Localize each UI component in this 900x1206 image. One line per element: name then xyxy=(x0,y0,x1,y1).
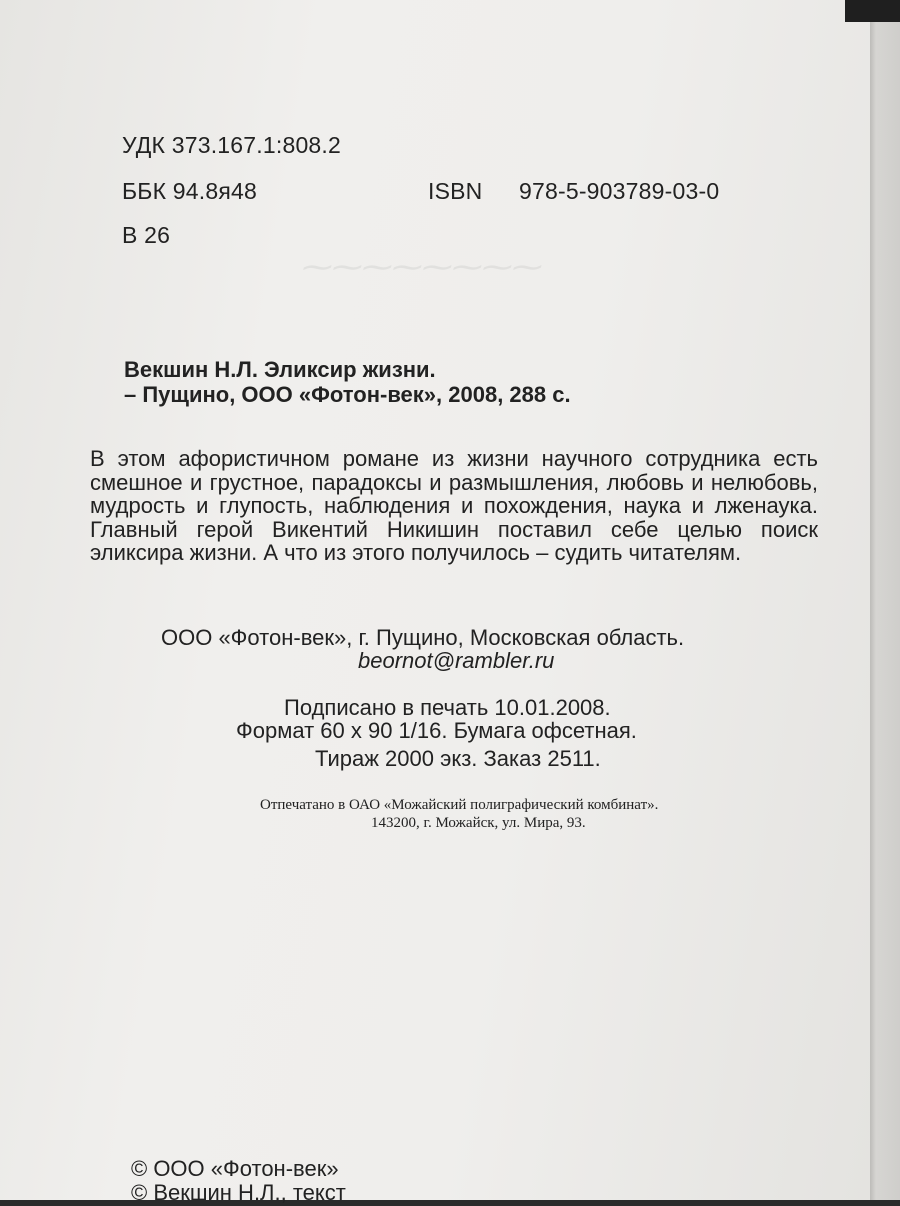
printer-address: 143200, г. Можайск, ул. Мира, 93. xyxy=(371,815,586,831)
publisher-email: beornot@rambler.ru xyxy=(358,648,555,673)
print-run: Тираж 2000 экз. Заказ 2511. xyxy=(315,746,601,771)
isbn-label: ISBN xyxy=(428,178,483,204)
print-signed-date: Подписано в печать 10.01.2008. xyxy=(284,695,611,720)
background-corner xyxy=(845,0,900,22)
udk-code: УДК 373.167.1:808.2 xyxy=(122,132,342,158)
print-format: Формат 60 х 90 1/16. Бумага офсетная. xyxy=(236,718,637,743)
bibliographic-title: Векшин Н.Л. Эликсир жизни. xyxy=(124,357,436,382)
isbn-value: 978-5-903789-03-0 xyxy=(519,178,720,204)
author-mark: В 26 xyxy=(122,222,171,248)
printer-name: Отпечатано в ОАО «Можайский полиграфический комбинат». xyxy=(260,797,659,813)
copyright-publisher: © ООО «Фотон-век» xyxy=(131,1156,339,1181)
page-edge xyxy=(870,0,900,1200)
abstract-paragraph: В этом афористичном романе из жизни научного сотрудника есть смешное и грустное, парадоксы и размышления, любовь и нелюбовь, мудрость и глупость, наблюдения и похождения, наука и лженаука. Главный герой Викентий Никишин поставил себе целью поиск эликсира жизни. А что из этого получилось – судить читателям. xyxy=(90,446,818,565)
show-through-decoration: ⁓⁓⁓⁓⁓⁓⁓⁓ xyxy=(300,251,540,284)
bibliographic-imprint: – Пущино, ООО «Фотон-век», 2008, 288 с. xyxy=(124,382,571,407)
copyright-author: © Векшин Н.Л., текст xyxy=(131,1180,346,1205)
bbk-code: ББК 94.8я48 xyxy=(122,178,257,204)
publisher-address: ООО «Фотон-век», г. Пущино, Московская область. xyxy=(161,625,685,650)
